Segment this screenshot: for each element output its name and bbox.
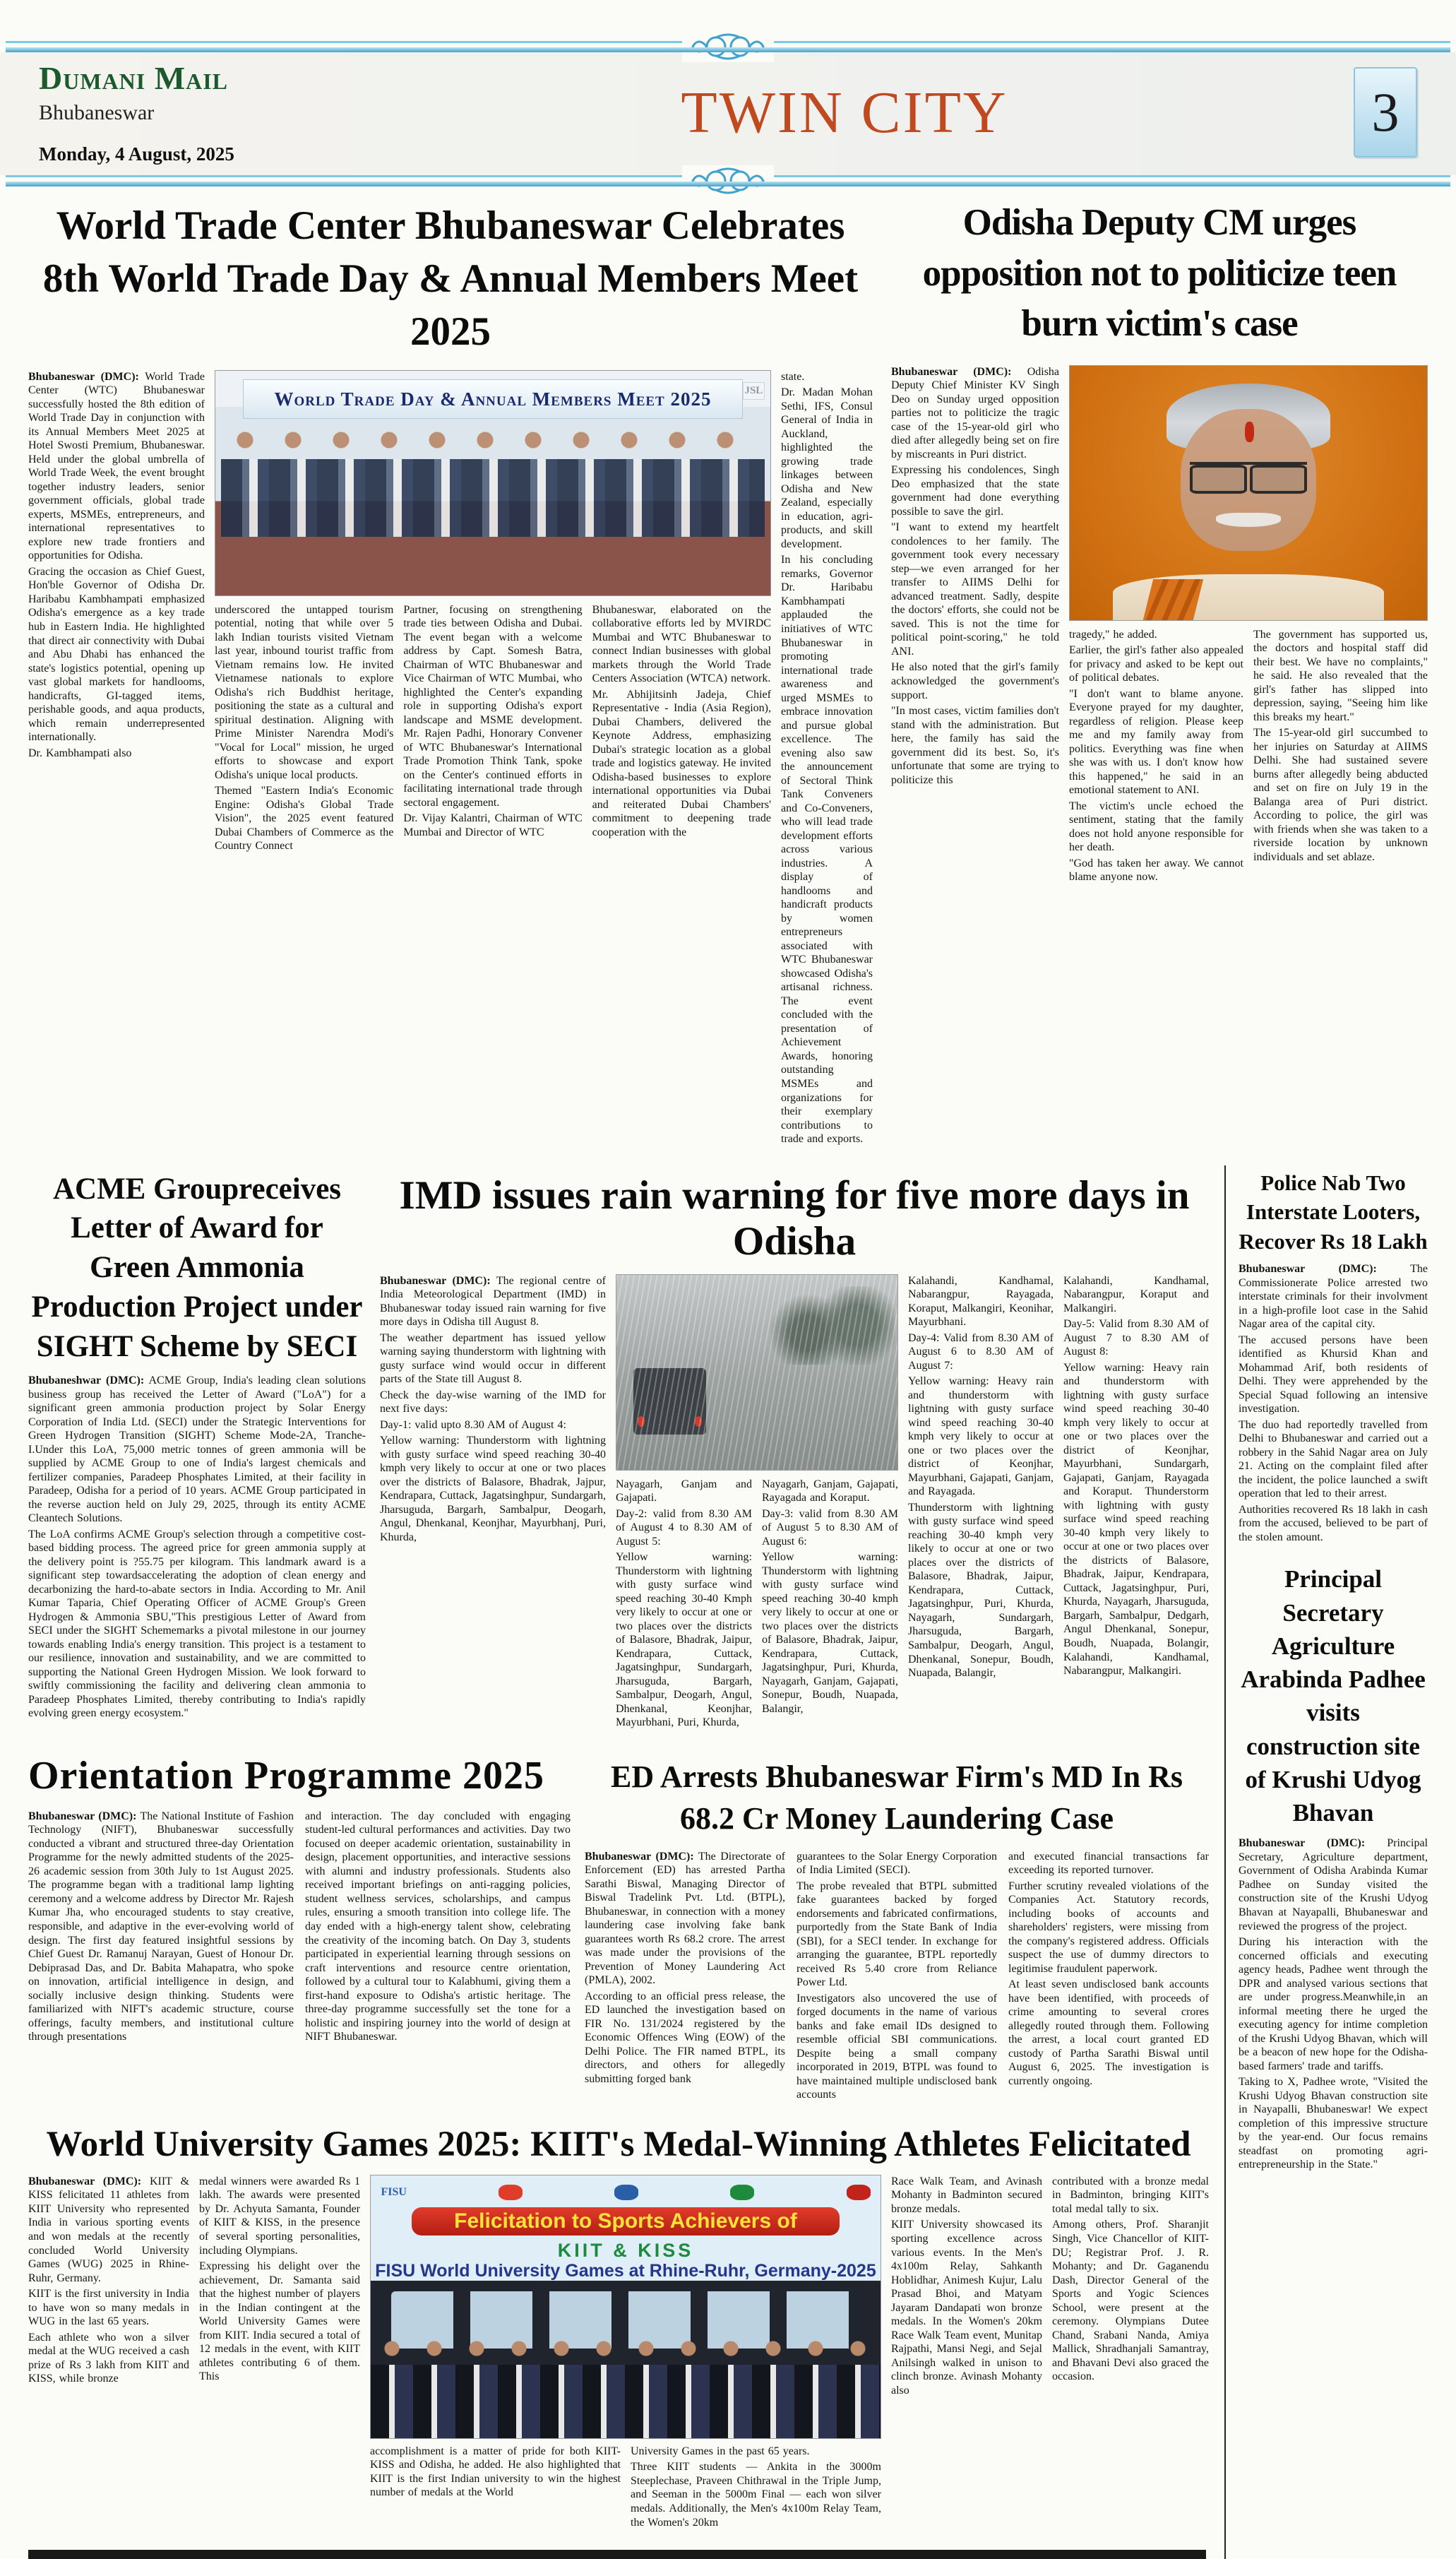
paragraph: Check the day-wise warning of the IMD for next five days: — [380, 1389, 606, 1415]
photo-banner-line3: FISU World University Games at Rhine-Ruhr, Germany-2025 — [375, 2260, 876, 2281]
paragraph: University Games in the past 65 years. — [631, 2445, 810, 2457]
paragraph: Dr. Madan Mohan Sethi, IFS, Consul General of India in Auckland, highlighted the growing trade linkages between Odisha and New Zealand, especially in education, agri-products, and skill development. — [781, 386, 873, 550]
photo-banner-text: World Trade Day & Annual Members Meet 2025 — [243, 379, 742, 419]
text-column — [762, 1478, 898, 1732]
paragraph: Bhubaneswar (DMC): Principal Secretary, Agriculture department, Government of Odisha Arabinda Kumar Padhee on Sunday visited the construction site of the Krushi Udyog Bhavan at Nayapalli, Bhubaneswar and reviewed the progress of the project. — [1239, 1837, 1428, 1932]
page-content — [0, 186, 1456, 2559]
paragraph: Earlier, the girl's father also appealed for privacy and asked to be kept out of political debates. — [1069, 644, 1243, 684]
paragraph: "I want to extend my heartfelt condolences to her family. The government took every necessary step—we even arranged for her transfer to AIIMS Delhi for advanced treatment. Sadly, despite the doctors' efforts, she could not be saved. This is not the time for political point-scoring," he told ANI. — [891, 521, 1059, 658]
brand-block — [39, 59, 335, 165]
bottom-divider-rule — [28, 2550, 1206, 2559]
text-column — [1239, 1262, 1428, 1544]
paragraph: The probe revealed that BTPL submitted fake guarantees backed by forged endorsements and fabricated confirmations, purportedly from the State Bank of India (SBI), for a SECI tender. In exchange for arranging the guarantee, BTPL reportedly received Rs 5.40 crore from Reliance Power Ltd. — [796, 1880, 997, 1989]
paragraph: Themed "Eastern India's Economic Engine: Odisha's Global Trade Vision", the 2025 event featured Dubai Chambers of Commerce as the Country Connect — [215, 785, 394, 853]
paragraph: Day-2: valid from 8.30 AM of August 4 to 8.30 AM of August 5: — [616, 1507, 752, 1548]
article-ed-arrest — [585, 1750, 1209, 2104]
paragraph: Bhubaneswar (DMC): The Commissionerate Police arrested two interstate criminals for their involvment in a high-profile loot case in the Sahid Nagar area of the capital city. — [1239, 1263, 1428, 1331]
headline: Odisha Deputy CM urges opposition not to politicize teen burn victim's case — [922, 202, 1397, 345]
kiit-felicitation-photo — [370, 2175, 881, 2439]
paragraph: The government has supported us, the doctors and hospital staff did their best. We have no complaints," he said. He also revealed that the girl's father has slipped into depression, saying, "Seeing him like this breaks my heart." — [1253, 628, 1428, 723]
paragraph: Three KIIT students — Ankita in the 3000m Steeplechase, Praveen Chithrawal in the Triple Jump, and Seeman in the 5000m Final — each won silver medals. Additionally, the Men's 4x100m Relay Team, the Women's 20km — [631, 2461, 881, 2529]
paragraph: medal winners were awarded Rs 1 lakh. The awards were presented by Dr. Achyuta Samanta, Founder of KIIT & KISS, in the presence of several sporting personalities, including Olympians. — [199, 2175, 360, 2257]
text-column — [781, 370, 873, 1148]
masthead — [0, 0, 1456, 186]
paragraph: He also noted that the girl's family acknowledged the government's support. — [891, 661, 1059, 701]
text-column — [403, 603, 582, 855]
group-silhouettes — [371, 2339, 881, 2438]
paragraph: Yellow warning: Heavy rain and thunderstorm with lightning with gusty surface wind speed reaching 30-40 kmph very likely to occur at one or two places over the district of Keonjhar, Mayurbhani, Gajapati, Ganjam, and Rayagada. — [908, 1375, 1054, 1498]
paragraph: Nayagarh, Ganjam and Gajapati. — [616, 1478, 752, 1504]
paragraph: Bhubaneswar, elaborated on the collaborative efforts led by MVIRDC Mumbai and WTC Bhubaneswar to connect Indian businesses with global markets through the World Trade Centers Association (WTCA) network. — [592, 603, 771, 685]
text-column — [796, 1850, 997, 2104]
paragraph: tragedy," he added. — [1069, 628, 1157, 641]
paragraph: guarantees to the Solar Energy Corporation of India Limited (SECI). — [796, 1850, 997, 1877]
paragraph: accomplishment is a matter of pride for both KIIT-KISS and Odisha, he added. He also highlighted that KIIT is the first Indian university to win the highest number of medals at the World — [370, 2445, 621, 2499]
paragraph: At least seven undisclosed bank accounts have been identified, with proceeds of crime amounting to several crores allegedly routed through them. Following the arrest, a local court granted ED custody of Partha Sarathi Biswal until August 6, 2025. The investigation is currently ongoing. — [1008, 1978, 1209, 2087]
masthead-bottom-rule — [6, 175, 1450, 186]
text-column — [199, 2175, 360, 2531]
text-column — [1063, 1274, 1209, 1732]
text-column — [585, 1850, 785, 2104]
paragraph: and executed financial transactions far exceeding its reported turnover. — [1008, 1850, 1209, 1877]
paragraph: Day-1: valid upto 8.30 AM of August 4: — [380, 1418, 566, 1431]
text-column — [631, 2445, 881, 2531]
scroll-ornament-icon — [682, 31, 774, 62]
jsl-logo: JSL — [743, 382, 765, 400]
paragraph: Bhubaneswar (DMC): Odisha Deputy Chief Minister KV Singh Deo on Sunday urged opposition parties not to politicize the tragic case of the 15-year-old girl who died after allegedly being set on fire by miscreants in Puri district. — [891, 365, 1060, 461]
text-column — [1069, 628, 1243, 886]
dignitaries-silhouettes — [221, 429, 765, 537]
paragraph: Kalahandi, Kandhamal, Nabarangpur, Koraput and Malkangiri. — [1063, 1274, 1209, 1314]
paragraph: In his concluding remarks, Governor Dr. Haribabu Kambhampati applauded the initiatives of WTC Bhubaneswar in promoting international trade awareness and urged MSMEs to embrace innovation and pursue global excellence. The evening also saw the announcement of Sectoral Think Tank Conveners and Co-Conveners, who will lead trade development efforts across various industries. A display of handlooms and handicraft products by women entrepreneurs associated with WTC Bhubaneswar showcased Odisha's artisanal richness. The event concluded with the presentation of Achievement Awards, honoring outstanding MSMEs and organizations for their exemplary contributions to trade and exports. — [781, 554, 873, 1146]
photo-banner-line2: KIIT & KISS — [557, 2240, 694, 2262]
paragraph: Day-4: Valid from 8.30 AM of August 6 to 8.30 AM of August 7: — [908, 1331, 1054, 1372]
paragraph: The duo had reportedly travelled from Delhi to Bhubaneswar and carried out a robbery in the Sahid Nagar area on July 21. Acting on the complaint filed after the incident, the police launched a swift operation that led to their arrest. — [1239, 1418, 1428, 1500]
paragraph: Race Walk Team, and Avinash Mohanty in Badminton secured bronze medals. — [891, 2175, 1042, 2215]
headline: ACME Groupreceives Letter of Award for Green Ammonia Production Project under SIGHT Scheme by SECI — [31, 1172, 363, 1364]
paragraph: The victim's uncle echoed the sentiment, stating that the family does not hold anyone responsible for her death. — [1069, 800, 1243, 854]
text-column — [370, 2445, 621, 2531]
text-column — [28, 1810, 294, 2046]
paragraph: Among others, Prof. Sharanjit Singh, Vice Chancellor of KIIT-DU; Registrar Prof. J. R. Mohanty; and Dr. Gaganendu Dash, Director General of the Sports and Yogic Sciences School, were present at the ceremony. Olympians Dutee Chand, Srabani Nanda, Amiya Mallick, Shradhanjali Samantray, and Bhavani Devi also graced the occasion. — [1052, 2219, 1209, 2383]
section-title: TWIN CITY — [681, 79, 1008, 146]
paragraph: "God has taken her away. We cannot blame anyone now. — [1069, 857, 1243, 884]
headline: World University Games 2025: KIIT's Medal-Winning Athletes Felicitated — [46, 2124, 1191, 2164]
logo-dot-icon — [847, 2185, 871, 2200]
headline: Police Nab Two Interstate Looters, Recover Rs 18 Lakh — [1239, 1170, 1428, 1254]
scroll-ornament-icon — [682, 165, 774, 196]
headline: World Trade Center Bhubaneswar Celebrates 8th World Trade Day & Annual Members Meet 2025 — [42, 203, 859, 355]
paragraph: Bhubaneshwar (DMC): ACME Group, India's leading clean solutions business group has received the Letter of Award ("LoA") for a significant green ammonia production project by Solar Energy Corporation of India Ltd. (SECI) under the Strategic Interventions for Green Hydrogen Transition (SIGHT) Scheme Mode-2A, Tranche-I.Under this LoA, 75,000 metric tonnes of green ammonia will be supplied by ACME Group to one of India's largest chemicals and fertilizer companies, Paradeep Phosphates Limited, at their facility in Paradeep, Odisha for a period of 10 years. ACME Group participated in the reverse auction held on July 29, 2025, through its entity ACME Cleantech Solutions. — [28, 1375, 366, 1525]
paragraph: Each athlete who won a silver medal at the WUG received a cash prize of Rs 3 lakh from KIIT and KISS, while bronze — [28, 2331, 189, 2385]
text-column — [380, 1274, 606, 1732]
paper-name: Dumani Mail — [39, 60, 229, 96]
paragraph: The LoA confirms ACME Group's selection through a competitive cost-based bidding process. The agreed price for green ammonia supply at the delivery point is ?55.75 per kilogram. This landmark award is a significant step towardsaccelerating the adoption of clean energy and decarbonizing the hard-to-abate sectors in India. According to Mr. Anil Kumar Taparia, Chief Operating Officer of ACME Group's Green Hydrogen & Ammonia SBU,"This prestigious Letter of Award from SECI under the SIGHT Schememarks a pivotal milestone in our journey towards enabling India's energy transition. This project is a testament to our resilience, innovation and sustainability, and we are committed to supporting the National Green Hydrogen Mission. We look forward to swiftly commissioning the facility and delivering clean ammonia to Paradeep Phosphates Limited, thereby contributing to India's rapidly evolving green energy ecosystem." — [28, 1528, 366, 1720]
text-column — [592, 603, 771, 855]
paragraph: state. — [781, 370, 805, 383]
paragraph: Bhubaneswar (DMC): The regional centre of India Meteorological Department (IMD) in Bhubaneswar today issued rain warning for five more days in Odisha till August 8. — [380, 1274, 606, 1329]
paragraph: The 15-year-old girl succumbed to her injuries on Saturday at AIIMS Delhi. She had sustained severe burns after allegedly being abducted and set on fire on July 19 in the Balanga area of Puri district. According to police, the girl was with friends when she was taken to a riverside location by unknown individuals and set ablaze. — [1253, 727, 1428, 863]
rain-overlay — [616, 1275, 897, 1470]
text-column — [28, 2175, 189, 2531]
text-column — [28, 370, 205, 1148]
wtc-event-photo — [215, 370, 771, 596]
text-column — [1008, 1850, 1209, 2104]
article-padhee-visit — [1239, 1562, 1428, 2171]
logo-dot-icon — [614, 2185, 638, 2200]
paragraph: Yellow warning: Thunderstorm with lightning with gusty surface wind speed reaching 30-40 kmph very likely to occur at one or two places over the districts of Balasore, Bhadrak, Jajpur, Kendrapara, Cuttack, Jagatsinghpur, Sundargarh, Jharsuguda, Bargarh, Sambalpur, Deogarh, Angul, Dhenkanal, Keonjhar, Mayurbhanj, Puri, Khurda, — [380, 1435, 606, 1543]
paragraph: Expressing his delight over the achievement, Dr. Samanta said that the highest number of players in the Indian contingent at the World University Games were from KIIT. India secured a total of 12 medals in the event, with KIIT athletes contributing 6 of them. This — [199, 2260, 360, 2383]
headline: Principal Secretary Agriculture Arabinda Padhee visits construction site of Krushi Udyog Bhavan — [1241, 1565, 1426, 1827]
article-deputy-cm — [891, 196, 1428, 1148]
article-world-trade-center — [28, 196, 873, 1148]
paragraph: Further scrutiny revealed violations of the Companies Act. Statutory records, including books of accounts and shareholders' registers, were missing from the company's registered address. Officials suspect the use of dummy directors to legitimise fraudulent paperwork. — [1008, 1880, 1209, 1975]
paragraph: Investigators also uncovered the use of forged documents in the name of various banks and fake email IDs designed to resemble official SBI communications. Despite being a small company incorporated in 2019, BTPL was found to have maintained multiple undisclosed bank accounts — [796, 1992, 997, 2101]
paragraph: Mr. Abhijitsinh Jadeja, Chief Representative - India (Asia Region), Dubai Chambers, delivered the Keynote Address, emphasizing Dubai's strategic location as a global trade and logistics gateway. He invited Odisha-based businesses to explore international opportunities via Dubai and reiterated Dubai Chambers' commitment to deepening trade cooperation with the — [592, 688, 771, 838]
paragraph: Expressing his condolences, Singh Deo emphasized that the state government had done everything possible to save the girl. — [891, 464, 1059, 518]
paragraph: Authorities recovered Rs 18 lakh in cash from the accused, believed to be part of the stolen amount. — [1239, 1503, 1428, 1543]
article-police-looters — [1239, 1168, 1428, 1545]
paragraph: Yellow warning: Thunderstorm with lightning with gusty surface wind speed reaching 30-40 kmph very likely to occur at one or two places over the districts of Balasore, Bhadrak, Jaipur, Kendrapara, Cuttack, Jagatsinghpur, Puri, Khurda, Nayagarh, Ganjam, Gajapati, Sonepur, Boudh, Nuapada, Balangir, — [762, 1551, 898, 1715]
masthead-band — [0, 52, 1456, 175]
paragraph: Yellow warning: Heavy rain and thunderstorm with lightning with gusty surface wind speed reaching 30-40 kmph very likely to occur at one or two places over the district of Keonjhar, Mayurbhani, Sundargarh, Gajapati, Ganjam, Rayagada and Koraput. Thunderstorm with lightning with gusty surface wind speed reaching 30-40 kmph very likely to occur at one or two places over the districts of Balasore, Bhadrak, Jaipur, Kendrapara, Cuttack, Jagatsinghpur, Puri, Khurda, Nayagarh, Jharsuguda, Bargarh, Sambalpur, Dedgarh, Angul Dhenkanal, Sonepur, Boudh, Nuapada, Bolangir, Kalahandi, Kandhamal, Nabarangpur, Malkangiri. — [1063, 1361, 1209, 1678]
text-column — [1239, 1836, 1428, 2171]
paragraph: Bhubaneswar (DMC): The National Institute of Fashion Technology (NIFT), Bhubaneswar successfully conducted a vibrant and structured three-day Orientation Programme for the newly admitted students of the 2025-26 academic session from 30th July to 1st August 2025. The programme began with a traditional lamp lighting ceremony and a welcome address by Director Mr. Rajesh Kumar Jha, who encouraged students to stay creative, responsible, and adaptive in the ever-evolving world of design. The first day featured insightful sessions by Chief Guest Dr. Ramanuj Narayan, Guest of Honour Dr. Debiprasad Das, and Dr. Babita Mahapatra, who spoke on innovation, artificial intelligence in design, and socially inclusive design thinking. Students were familiarized with NIFT's academic structure, course offerings, faculty members, and institutional culture through presentations — [28, 1810, 294, 2043]
paragraph: contributed with a bronze medal in Badminton, bringing KIIT's total medal tally to six. — [1052, 2175, 1209, 2215]
paragraph: Bhubaneswar (DMC): World Trade Center (WTC) Bhubaneswar successfully hosted the 8th edition of World Trade Day in conjunction with its Annual Members Meet 2025 at Hotel Swosti Premium, Bhubaneswar. Held under the global umbrella of World Trade Week, the event brought together industry leaders, senior government officials, global trade experts, MSMEs, entrepreneurs, and international representatives to explore new trade frontiers and opportunities for Odisha. — [28, 370, 205, 562]
deputy-cm-portrait-photo — [1069, 365, 1428, 621]
headline: ED Arrests Bhubaneswar Firm's MD In Rs 68.2 Cr Money Laundering Case — [611, 1759, 1183, 1836]
headline: IMD issues rain warning for five more days in Odisha — [399, 1172, 1190, 1264]
paragraph: Partner, focusing on strengthening trade ties between Odisha and Dubai. The event began with a welcome address by Capt. Somesh Batra, Chairman of WTC Bhubaneswar and Vice Chairman of WTC Mumbai, who highlighted the Center's expanding role in supporting Odisha's export landscape and MSME development. Mr. Rajen Padhi, Honorary Convener of WTC Bhubaneswar's International Trade Promotion Think Tank, spoke on the Center's continued efforts in facilitating international trade through sectoral engagement. — [403, 603, 583, 809]
logo-dot-icon — [499, 2185, 523, 2200]
paragraph: and interaction. The day concluded with engaging student-led cultural performances and activities. Day two focused on deeper academic orientation, sustainability in design, placement opportunities, and interactive sessions with alumni and industry professionals. Students also received important briefings on anti-ragging policies, student wellness services, scholarships, and campus rules, ensuring a smooth transition into college life. The day ended with a high-energy talent show, celebrating the creativity of the incoming batch. On Day 3, students participated in experiential learning through sessions on craft interventions and resource centre orientation, followed by a cultural tour to Kalabhumi, giving them a first-hand exposure to Odisha's artistic heritage. The three-day programme successfully set the tone for a holistic and inspiring journey into the world of design at NIFT Bhubaneswar. — [305, 1810, 571, 2043]
paragraph: The weather department has issued yellow warning saying thunderstorm with lightning with gusty surface wind would occur in different parts of the State till August 8. — [380, 1331, 606, 1386]
text-column — [1052, 2175, 1209, 2531]
logo-dot-icon — [730, 2185, 754, 2200]
paragraph: Day-5: Valid from 8.30 AM of August 7 to 8.30 AM of August 8: — [1063, 1318, 1209, 1358]
article-acme-seci — [28, 1165, 366, 1732]
paragraph: KIIT is the first university in India to have won so many medals in WUG in the last 65 years. — [28, 2288, 189, 2328]
paragraph: underscored the untapped tourism potential, noting that while over 5 lakh Indian tourists visited Vietnam last year, inbound tourist traffic from Vietnam remains low. He invited Vietnamese nationals to explore Odisha's rich Buddhist heritage, positioning the state as a cultural and spiritual destination. Aligning with Prime Minister Narendra Modi's "Vocal for Local" mission, he urged efforts to showcase and export Odisha's unique local products. — [215, 603, 394, 781]
text-column — [908, 1274, 1054, 1732]
paragraph: The accused persons have been identified as Khursid Khan and Mohammad Arif, both residents of Delhi. They were apprehended by the Special Squad following an intensive investigation. — [1239, 1334, 1428, 1415]
portrait-sash — [1143, 579, 1203, 620]
text-column — [891, 2175, 1042, 2531]
paragraph: Day-3: valid from 8.30 AM of August 5 to 8.30 AM of August 6: — [762, 1507, 898, 1548]
paragraph: Bhubaneswar (DMC): KIIT & KISS felicitated 11 athletes from KIIT University who represented India in various sporting events and won medals at the recently concluded World University Games (WUG) 2025 in Rhine-Ruhr, Germany. — [28, 2175, 190, 2284]
headline: Orientation Programme 2025 — [28, 1753, 545, 1798]
portrait-glasses — [1190, 462, 1308, 487]
text-column — [1253, 628, 1428, 886]
rainy-street-photo — [616, 1274, 898, 1471]
text-column — [891, 365, 1059, 886]
paragraph: Taking to X, Padhee wrote, "Visited the Krushi Udyog Bhavan construction site in Nayapalli, Bhubaneswar! We expect completion of this impressive structure by the year-end. Our focus remains steadfast on promoting agri-entrepreneurship in the State." — [1239, 2076, 1428, 2171]
paragraph: Bhubaneswar (DMC): The Directorate of Enforcement (ED) has arrested Partha Sarathi Biswal, Managing Director of Biswal Tradelink Pvt. Ltd. (BTPL), Bhubaneswar, in connection with a money laundering case involving fake bank guarantees worth Rs 68.2 crore. The arrest was made under the provisions of the Prevention of Money Laundering Act (PMLA), 2002. — [585, 1850, 785, 1987]
paragraph: During his interaction with the concerned officials and executing agency heads, Padhee went through the DPR and analysed various sections that are under progress.Meanwhile,in an informal meeting there he urged the executing agency for intime completion of the Krushi Udyog Bhavan, which will be a beacon of new hope for the Odisha-based farmers' trade and tariffs. — [1239, 1936, 1428, 2072]
masthead-top-rule — [6, 41, 1450, 52]
paragraph: Nayagarh, Ganjam, Gajapati, Rayagada and Koraput. — [762, 1478, 898, 1504]
paragraph: Gracing the occasion as Chief Guest, Hon'ble Governor of Odisha Dr. Haribabu Kambhampati emphasized Odisha's emergence as a key trade hub in Eastern India. He highlighted that direct air connectivity with Dubai and Abu Dhabi has enhanced the state's logistics potential, opening up vast global markets for handlooms, handicrafts, GI-tagged items, perishable goods, and aqua products, which remain underrepresented internationally. — [28, 565, 205, 744]
text-column — [28, 1374, 366, 1721]
paragraph: Thunderstorm with lightning with gusty surface wind speed reaching 30-40 kmph very likely to occur at one or two places over the districts of Balasore, Bhadrak, Jaipur, Kendrapara, Cuttack, Jagatsinghpur, Puri, Khurda, Nayagarh, Sundargarh, Jharsuguda, Bargarh, Sambalpur, Deogarh, Angul, Dhenkanal, Sonepur, Boudh, Nuapada, Balangir, — [908, 1501, 1054, 1680]
paper-city: Bhubaneswar — [39, 101, 155, 124]
paragraph: "I don't want to blame anyone. Everyone prayed for my daughter, regardless of religion. Please keep me and my family away from politics. Everything was fine when she was with us. I don't know how this happened," he said in an emotional statement to ANI. — [1069, 687, 1243, 797]
paragraph: According to an official press release, the ED launched the investigation based on FIR No. 131/2024 registered by the Economic Offences Wing (EOW) of the Delhi Police. The FIR named BTPL, its directors, and others for allegedly submitting forged bank — [585, 1990, 785, 2085]
right-rail — [1224, 1165, 1428, 2559]
paragraph: Kalahandi, Kandhamal, Nabarangpur, Rayagada, Koraput, Malkangiri, Keonihar, Mayurbhani. — [908, 1274, 1054, 1329]
paper-date: Monday, 4 August, 2025 — [39, 143, 234, 165]
article-nift-orientation — [28, 1750, 571, 2104]
text-column — [616, 1478, 752, 1732]
article-kiit-athletes — [28, 2124, 1209, 2531]
paragraph: Yellow warning: Thunderstorm with lightning with gusty surface wind speed reaching 30-40 Kmph very likely to occur at one or two places over the districts of Balasore, Bhadrak, Jaipur, Kendrapara, Cuttack, Jagatsinghpur, Sundargarh, Jharsuguda, Bargarh, Sambalpur, Deogarh, Angul, Dhenkanal, Keonjhar, Mayurbhani, Puri, Khurda, — [616, 1551, 752, 1729]
paragraph: Dr. Kambhampati also — [28, 747, 132, 759]
page-number-badge: 3 — [1354, 67, 1417, 158]
paragraph: KIIT University showcased its sporting excellence across various events. In the Men's 4x100m Relay, Sahkanth Hoblidhar, Animesh Kujur, Lalu Prasad Bhoi, and Matyam Jayaram Dandapati won bronze medals. In the Women's 20km Race Walk Team event, Munitap Rajpathi, Mansi Negi, and Sejal Anilsingh walked in unison to clinch bronze. Avinash Mohanty also — [891, 2219, 1042, 2397]
photo-banner-line1: Felicitation to Sports Achievers of — [412, 2207, 840, 2236]
fisu-logo: FISU — [381, 2180, 870, 2206]
paragraph: "In most cases, victim families don't stand with the administration. But here, the family has said the government did its best. So, it's unfortunate that some are trying to politicize this — [891, 705, 1059, 786]
paragraph: Dr. Vijay Kalantri, Chairman of WTC Mumbai and Director of WTC — [403, 812, 583, 838]
article-imd-rain-warning — [380, 1165, 1209, 1732]
text-column — [215, 603, 393, 855]
text-column — [305, 1810, 571, 2046]
portrait-tilak — [1245, 422, 1254, 442]
